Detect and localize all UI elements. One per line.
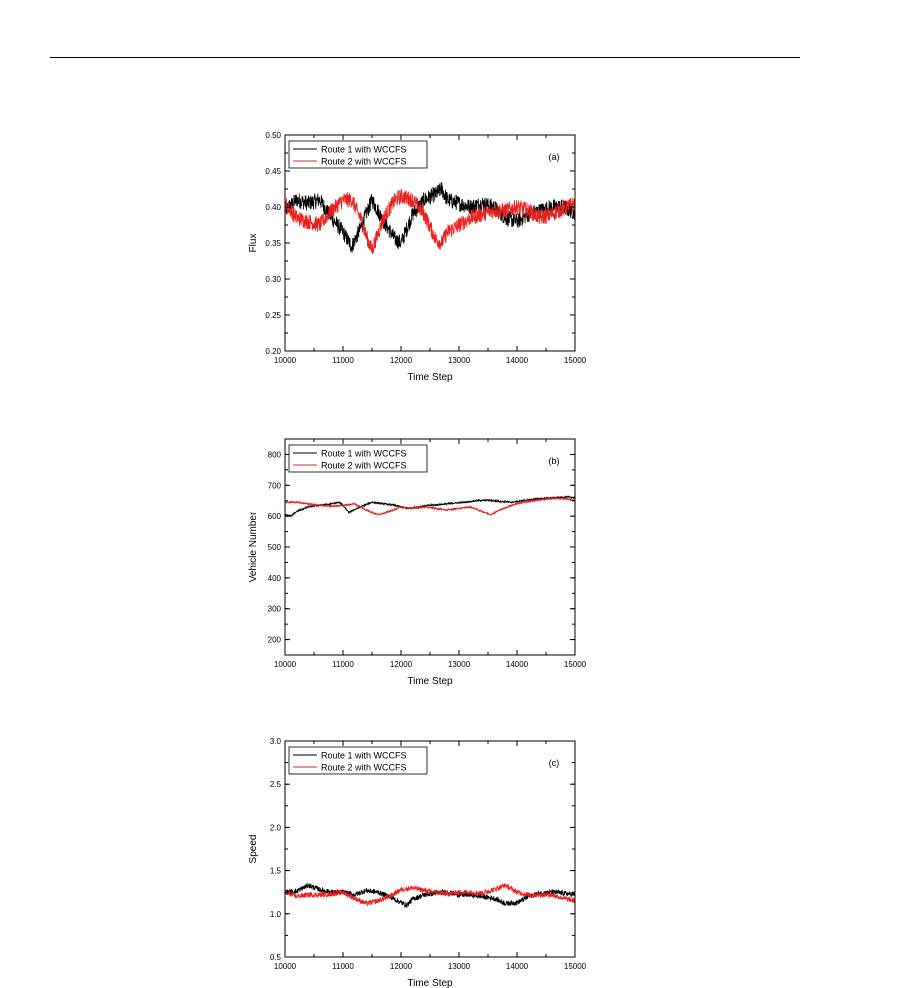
y-tick-label: 200 xyxy=(267,635,281,645)
x-tick-label: 13000 xyxy=(447,962,471,971)
x-tick-label: 14000 xyxy=(505,356,529,365)
x-axis-title: Time Step xyxy=(407,372,453,383)
series-line-route-2 xyxy=(285,498,575,516)
x-tick-label: 11000 xyxy=(332,660,354,669)
x-tick-label: 12000 xyxy=(389,962,413,971)
y-tick-label: 0.35 xyxy=(265,239,281,248)
y-axis-title: Vehicle Number xyxy=(248,511,259,583)
y-tick-label: 0.50 xyxy=(265,131,281,140)
y-tick-label: 400 xyxy=(267,573,281,583)
panel-label: (a) xyxy=(548,152,560,162)
legend-label-route-1: Route 1 with WCCFS xyxy=(321,750,407,761)
panel-label: (c) xyxy=(548,758,560,768)
y-axis-title: Speed xyxy=(248,834,259,864)
x-tick-label: 15000 xyxy=(563,356,587,365)
x-axis-title: Time Step xyxy=(407,978,453,988)
x-tick-label: 14000 xyxy=(505,962,529,971)
x-tick-label: 12000 xyxy=(389,660,413,669)
y-tick-label: 300 xyxy=(267,604,281,614)
y-tick-label: 0.40 xyxy=(265,203,281,212)
x-tick-label: 13000 xyxy=(447,660,471,669)
panel-label: (b) xyxy=(548,456,560,466)
y-tick-label: 0.30 xyxy=(265,275,281,284)
y-tick-label: 0.5 xyxy=(269,953,281,962)
x-axis-title: Time Step xyxy=(407,676,453,687)
x-tick-label: 10000 xyxy=(273,660,297,669)
y-tick-label: 700 xyxy=(267,481,281,491)
y-tick-label: 800 xyxy=(267,450,281,460)
legend-label-route-1: Route 1 with WCCFS xyxy=(321,144,407,155)
legend-label-route-2: Route 2 with WCCFS xyxy=(321,762,407,773)
x-tick-label: 11000 xyxy=(332,962,354,971)
chart-panel-c xyxy=(248,737,587,988)
chart-panel-b xyxy=(248,439,587,687)
y-tick-label: 0.25 xyxy=(265,311,281,320)
legend-label-route-2: Route 2 with WCCFS xyxy=(321,460,407,471)
y-tick-label: 600 xyxy=(267,512,281,522)
x-tick-label: 13000 xyxy=(447,356,471,365)
y-tick-label: 2.5 xyxy=(269,780,281,790)
x-tick-label: 14000 xyxy=(505,660,529,669)
y-tick-label: 0.20 xyxy=(265,347,281,356)
x-tick-label: 15000 xyxy=(563,660,587,669)
y-tick-label: 500 xyxy=(267,543,281,552)
legend-label-route-1: Route 1 with WCCFS xyxy=(321,448,407,459)
y-axis-title: Flux xyxy=(248,233,259,253)
x-tick-label: 12000 xyxy=(389,356,413,365)
y-tick-label: 2.0 xyxy=(269,823,281,833)
y-tick-label: 1.0 xyxy=(269,909,281,919)
y-tick-label: 3.0 xyxy=(269,737,281,746)
x-tick-label: 10000 xyxy=(273,962,297,971)
legend-label-route-2: Route 2 with WCCFS xyxy=(321,156,407,167)
x-tick-label: 11000 xyxy=(332,356,354,365)
chart-panel-a xyxy=(248,131,587,383)
x-tick-label: 10000 xyxy=(273,356,297,365)
y-tick-label: 0.45 xyxy=(265,167,281,176)
y-tick-label: 1.5 xyxy=(269,866,281,876)
x-tick-label: 15000 xyxy=(563,962,587,971)
